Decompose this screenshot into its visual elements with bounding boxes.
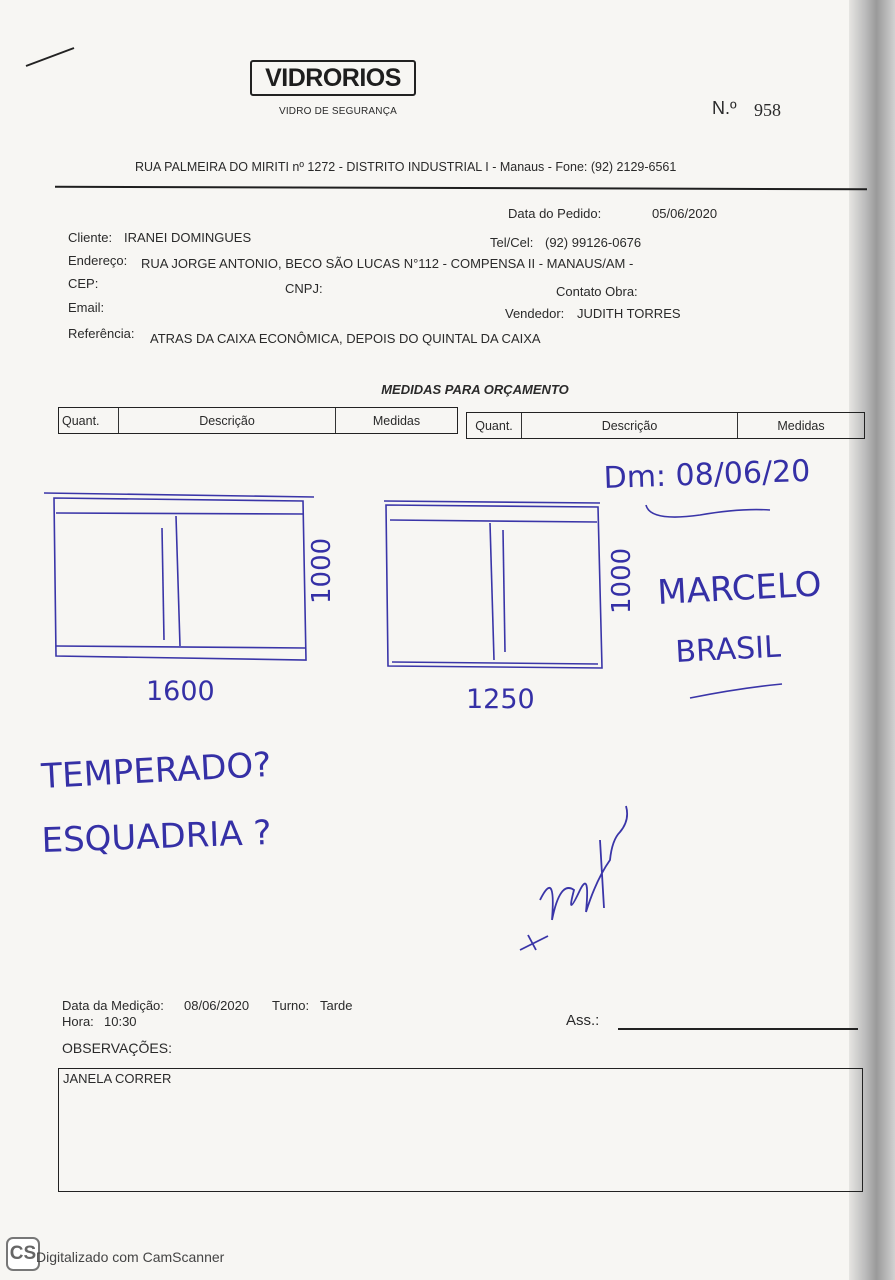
handwritten-date: Dm: 08/06/20: [603, 453, 811, 496]
window1-height: 1000: [307, 537, 337, 604]
seller-name: JUDITH TORRES: [577, 306, 681, 321]
handwritten-note-frame: ESQUADRIA ?: [40, 812, 273, 861]
measures-title: MEDIDAS PARA ORÇAMENTO: [381, 382, 569, 397]
camscanner-watermark: Digitalizado com CamScanner: [36, 1249, 225, 1265]
brand-subtitle: VIDRO DE SEGURANÇA: [278, 106, 398, 117]
client-name: IRANEI DOMINGUES: [124, 230, 252, 245]
window2-height: 1000: [607, 547, 637, 614]
seller-label: Vendedor:: [505, 306, 565, 321]
form-number-label: N.º: [712, 98, 737, 118]
shift-label: Turno:: [272, 998, 310, 1013]
signature-label: Ass.:: [566, 1012, 600, 1029]
form-number: 958: [754, 100, 781, 120]
observations-text: JANELA CORRER: [63, 1071, 172, 1086]
col-desc-left: Descrição: [119, 408, 336, 433]
stray-pen-mark: [26, 48, 74, 66]
order-date: 05/06/2020: [652, 206, 718, 221]
col-desc-right: Descrição: [522, 413, 738, 438]
col-measure-left: Medidas: [372, 413, 421, 428]
cnpj-label: CNPJ:: [285, 281, 323, 296]
handwritten-note-tempered: TEMPERADO?: [40, 745, 273, 797]
name-underline: [690, 684, 782, 698]
measure-date: 08/06/2020: [184, 998, 250, 1013]
reference-label: Referência:: [68, 326, 135, 341]
phone-label: Tel/Cel:: [490, 235, 534, 250]
col-qty-right: Quant.: [467, 413, 522, 438]
company-address: RUA PALMEIRA DO MIRITI nº 1272 - DISTRITO INDUSTRIAL I - Manaus - Fone: (92) 2129-6561: [135, 160, 677, 174]
signature-scribble: [520, 806, 627, 950]
order-date-label: Data do Pedido:: [508, 206, 602, 221]
window-sketch-1: [44, 493, 314, 660]
time-value: 10:30: [104, 1014, 137, 1029]
client-label: Cliente:: [68, 230, 113, 245]
reference-value: ATRAS DA CAIXA ECONÔMICA, DEPOIS DO QUINTAL DA CAIXA: [150, 331, 541, 346]
phone-value: (92) 99126-0676: [545, 235, 642, 250]
shift-value: Tarde: [320, 998, 353, 1013]
handwritten-name-1: MARCELO: [656, 564, 823, 613]
observations-label: OBSERVAÇÕES:: [62, 1040, 172, 1056]
window1-width: 1600: [146, 676, 215, 707]
measure-date-label: Data da Medição:: [62, 998, 164, 1013]
col-qty-left: Quant.: [59, 408, 119, 433]
col-measure-right: Medidas: [777, 418, 825, 433]
date-underline: [646, 505, 770, 517]
window2-width: 1250: [466, 684, 535, 715]
signature-line: [618, 1028, 858, 1030]
time-label: Hora:: [62, 1014, 94, 1029]
observations-box: [58, 1068, 863, 1192]
cep-label: CEP:: [68, 276, 99, 291]
window-sketch-2: [384, 501, 602, 668]
handwritten-name-2: BRASIL: [674, 629, 782, 670]
address-value: RUA JORGE ANTONIO, BECO SÃO LUCAS N°112 - COMPENSA II - MANAUS/AM -: [141, 256, 634, 271]
email-label: Email:: [68, 300, 105, 315]
camscanner-logo-icon: CS: [6, 1237, 40, 1271]
address-label: Endereço:: [68, 253, 128, 268]
brand-name: VIDRORIOS: [265, 63, 401, 92]
contact-label: Contato Obra:: [556, 284, 638, 299]
